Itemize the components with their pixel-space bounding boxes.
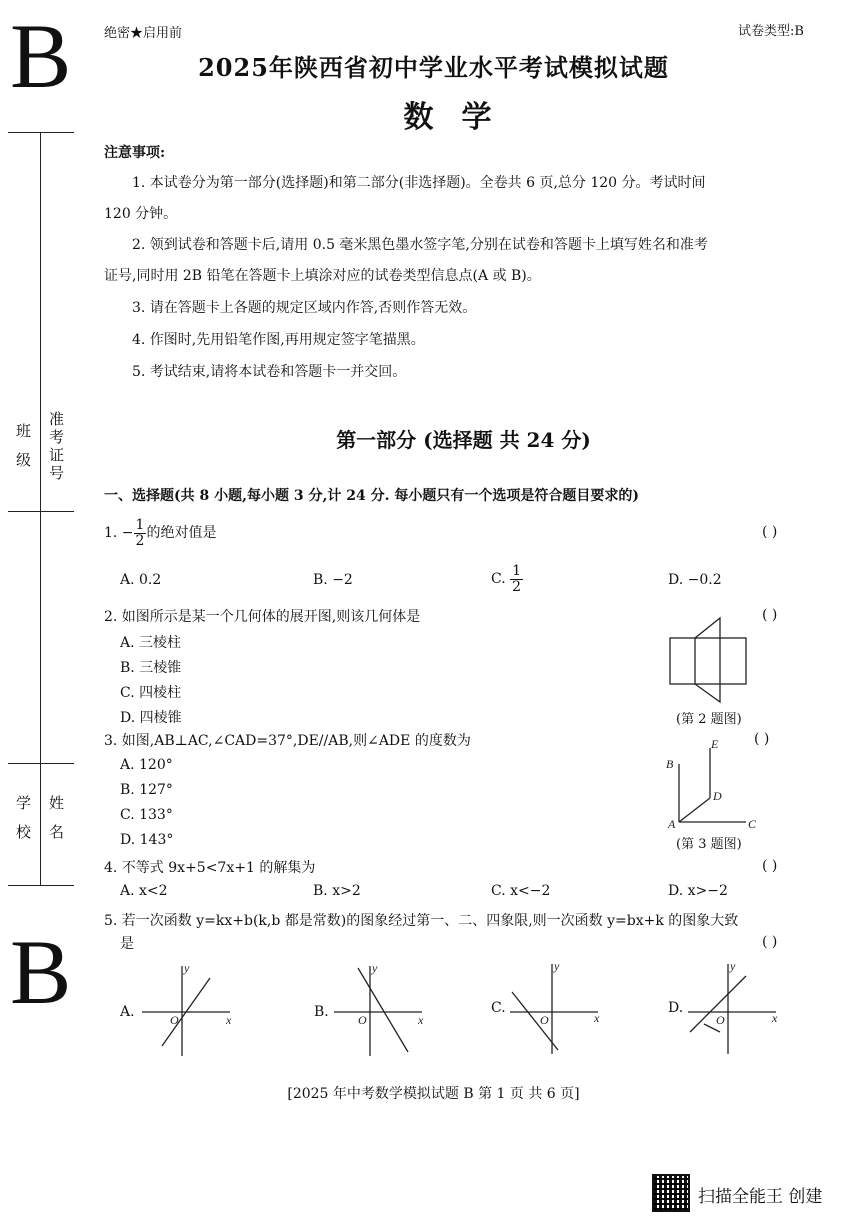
page-title: 2025年陕西省初中学业水平考试模拟试题 [198,53,669,82]
q3-stem: 3. 如图,AB⊥AC,∠CAD=37°,DE//AB,则∠ADE 的度数为 [104,733,471,749]
svg-text:y: y [184,961,190,975]
bottom-letter: B [10,921,72,1023]
q5-graph-a [138,960,238,1058]
q3-caption: (第 3 题图) [676,837,742,852]
q3-label-b: B [666,757,674,771]
q3-option-d: D. 143° [120,832,174,848]
svg-text:O: O [540,1013,549,1027]
note-line-2: 120 分钟。 [104,206,178,222]
q4-option-a: A. x<2 [120,883,168,899]
svg-text:O: O [170,1013,179,1027]
q3-option-a: A. 120° [120,757,173,773]
q5-graph-d [684,958,784,1056]
q1-answer-paren: ( ) [762,524,778,540]
q2-net-figure [664,612,754,706]
q2-option-c: C. 四棱柱 [120,685,182,701]
svg-text:x: x [594,1011,600,1025]
svg-text:y: y [730,959,736,973]
note-line-7: 5. 考试结束,请将本试卷和答题卡一并交回。 [132,364,407,380]
q2-stem: 2. 如图所示是某一个几何体的展开图,则该几何体是 [104,609,421,625]
q5-graph-b [330,960,430,1058]
note-line-1: 1. 本试卷分为第一部分(选择题)和第二部分(非选择题)。全卷共 6 页,总分 120 分。考试时间 [132,175,706,191]
q5-graph-a-label: A. [120,1004,135,1020]
svg-text:x: x [418,1013,424,1027]
q5-graph-c-label: C. [491,1000,506,1016]
q3-label-c: C [748,817,757,831]
scanner-watermark: 扫描全能王 创建 [698,1187,823,1207]
q3-angle-figure [664,734,764,834]
q1-option-a: A. 0.2 [120,572,162,588]
note-line-5: 3. 请在答题卡上各题的规定区域内作答,否则作答无效。 [132,300,477,316]
q5-graph-d-label: D. [668,1000,684,1016]
q2-option-d: D. 四棱锥 [120,710,182,726]
class-label: 班级 [14,423,32,481]
q1-stem: 1. − $\frac{1}{2}$ 的绝对值是 [104,516,217,549]
q3-answer-paren: ( ) [754,731,770,747]
q2-answer-paren: ( ) [762,607,778,623]
q3-label-d: D [713,789,722,803]
side-form [8,132,74,886]
svg-text:x: x [772,1011,778,1025]
q3-option-b: B. 127° [120,782,173,798]
q4-option-c: C. x<−2 [491,883,551,899]
subject-title: 数学 [403,100,520,135]
qr-code-icon [652,1174,690,1212]
q2-option-a: A. 三棱柱 [120,635,182,651]
q5-graph-b-label: B. [314,1004,329,1020]
school-label: 学校 [14,795,32,853]
q5-graph-c [506,958,606,1056]
q2-option-b: B. 三棱锥 [120,660,182,676]
q3-label-e: E [711,737,719,751]
part1-heading: 第一部分 (选择题 共 24 分) [336,428,591,452]
name-label: 姓名 [47,795,65,853]
q1-option-d: D. −0.2 [668,572,722,588]
svg-text:O: O [358,1013,367,1027]
page-footer: [2025 年中考数学模拟试题 B 第 1 页 共 6 页] [287,1086,580,1102]
note-line-3: 2. 领到试卷和答题卡后,请用 0.5 毫米黑色墨水签字笔,分别在试卷和答题卡上填写姓名和准考 [132,237,708,253]
svg-text:y: y [554,959,560,973]
q5-stem: 5. 若一次函数 y=kx+b(k,b 都是常数)的图象经过第一、二、四象限,则一次函数 y=bx+k 的图象大致 [104,913,739,929]
confidential-label: 绝密★启用前 [104,26,183,41]
q5-stem-line2: 是 [120,936,134,952]
q4-option-b: B. x>2 [313,883,361,899]
q4-option-d: D. x>−2 [668,883,728,899]
q1-option-b: B. −2 [313,572,353,588]
q5-answer-paren: ( ) [762,934,778,950]
note-line-4: 证号,同时用 2B 铅笔在答题卡上填涂对应的试卷类型信息点(A 或 B)。 [104,268,541,284]
paper-type-label: 试卷类型:B [738,24,804,39]
svg-text:O: O [716,1013,725,1027]
q4-stem: 4. 不等式 9x+5<7x+1 的解集为 [104,860,316,876]
notes-heading: 注意事项: [104,145,166,161]
svg-text:y: y [372,961,378,975]
q4-answer-paren: ( ) [762,858,778,874]
svg-text:x: x [226,1013,232,1027]
q1-option-c: C. $\frac{1}{2}$ [491,562,522,595]
exam-number-label: 准考证号 [47,411,65,483]
section-heading: 一、选择题(共 8 小题,每小题 3 分,计 24 分. 每小题只有一个选项是符合题目要求的) [104,488,639,504]
corner-letter: B [10,5,72,107]
note-line-6: 4. 作图时,先用铅笔作图,再用规定签字笔描黑。 [132,332,425,348]
q3-option-c: C. 133° [120,807,173,823]
q2-caption: (第 2 题图) [676,712,742,727]
q3-label-a: A [668,817,676,831]
